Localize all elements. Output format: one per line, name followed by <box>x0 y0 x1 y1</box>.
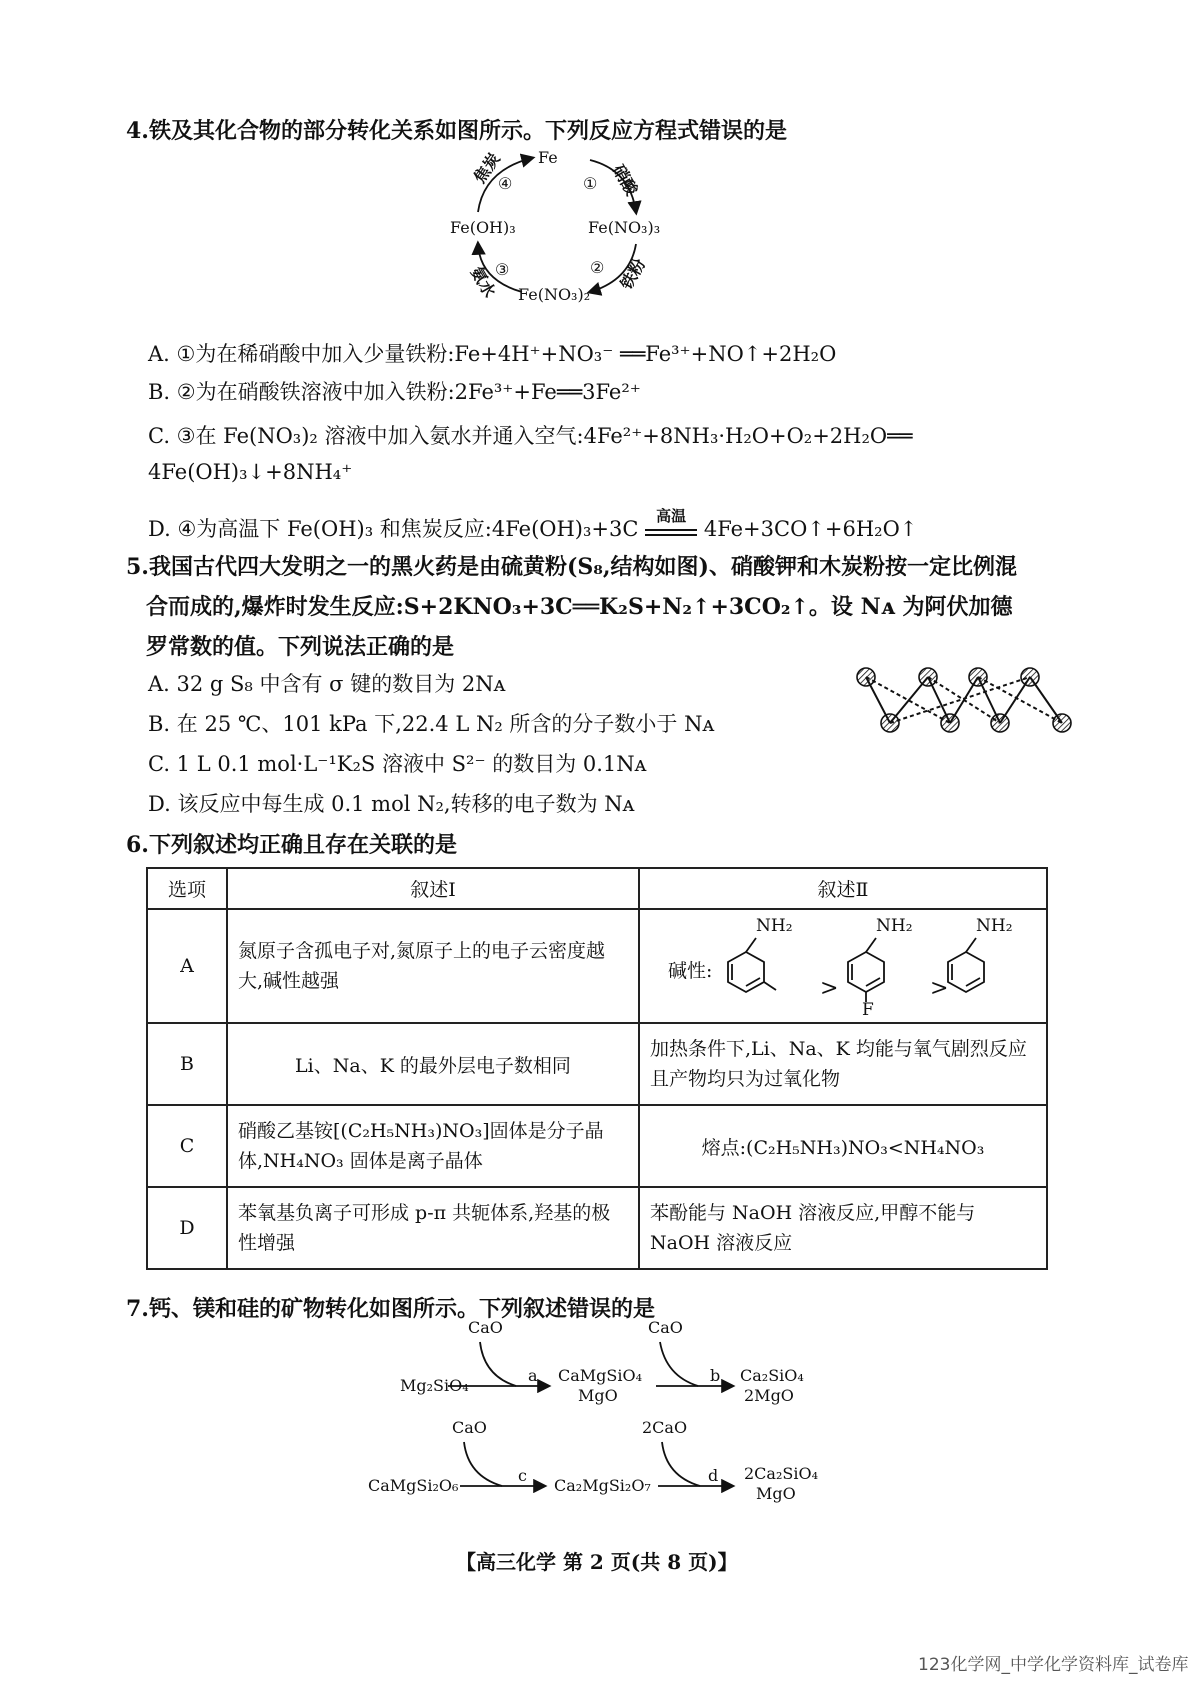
q5-stem-line2: 合而成的,爆炸时发生反应:S+2KNO₃+3C══K₂S+N₂↑+3CO₂↑。设 Nᴀ 为阿伏加德 <box>146 594 1013 620</box>
label-a: a <box>528 1366 538 1385</box>
table-header-row <box>147 868 1047 909</box>
header-statement-1: 叙述Ⅰ <box>227 868 639 909</box>
reagent-c: CaO <box>452 1418 487 1437</box>
q4-option-b: B. ②为在硝酸铁溶液中加入铁粉:2Fe³⁺+Fe══3Fe²⁺ <box>148 380 641 404</box>
q5-stem-line1: 5.我国古代四大发明之一的黑火药是由硫黄粉(S₈,结构如图)、硝酸钾和木炭粉按一定比例混 <box>126 554 1017 580</box>
r1-mid-2: MgO <box>578 1386 618 1405</box>
label-d: d <box>708 1466 719 1485</box>
s-atom <box>881 714 899 732</box>
table-row <box>147 1023 1047 1105</box>
header-statement-2: 叙述Ⅱ <box>639 868 1047 909</box>
basicity-label: 碱性: <box>668 960 713 982</box>
reagent-d: 2CaO <box>642 1418 688 1437</box>
q4-stem: 4.铁及其化合物的部分转化关系如图所示。下列反应方程式错误的是 <box>126 118 787 144</box>
nh2-label-3: NH₂ <box>976 916 1013 936</box>
row-statement-1: 氮原子含孤电子对,氮原子上的电子云密度越大,碱性越强 <box>227 909 639 1023</box>
page-footer: 【高三化学 第 2 页(共 8 页)】 <box>456 1550 738 1574</box>
node-fe: Fe <box>538 148 558 167</box>
label-num-2: ② <box>590 258 605 277</box>
r1-mid-1: CaMgSiO₄ <box>558 1366 643 1385</box>
table-row <box>147 1187 1047 1269</box>
table-row <box>147 1105 1047 1187</box>
row-statement-1: 苯氧基负离子可形成 p-π 共轭体系,羟基的极性增强 <box>227 1187 639 1269</box>
table-row <box>147 909 1047 1023</box>
node-feno33: Fe(NO₃)₃ <box>588 218 661 237</box>
label-num-1: ① <box>583 174 598 193</box>
greater-than-2: > <box>930 976 949 1001</box>
q5-stem-line3: 罗常数的值。下列说法正确的是 <box>146 634 455 660</box>
q4-option-d-pre: D. ④为高温下 Fe(OH)₃ 和焦炭反应:4Fe(OH)₃+3C <box>148 517 639 541</box>
label-1: 硝酸 <box>608 161 642 199</box>
nh2-label-1: NH₂ <box>756 916 793 936</box>
reagent-b: CaO <box>648 1318 683 1337</box>
node-feno32: Fe(NO₃)₂ <box>518 285 591 304</box>
label-3: 氨水 <box>466 263 500 301</box>
label-4: 焦炭 <box>469 149 504 187</box>
q5-option-d: D. 该反应中每生成 0.1 mol N₂,转移的电子数为 Nᴀ <box>148 792 635 816</box>
label-b: b <box>710 1366 721 1385</box>
s-atom <box>1053 714 1071 732</box>
s8-structure-diagram <box>850 665 1080 735</box>
label-num-3: ③ <box>495 260 510 279</box>
q6-stem: 6.下列叙述均正确且存在关联的是 <box>126 832 457 858</box>
node-feoh3: Fe(OH)₃ <box>450 218 516 237</box>
row-option: C <box>147 1105 227 1187</box>
q4-option-d-post: 4Fe+3CO↑+6H₂O↑ <box>703 517 918 541</box>
row-option: D <box>147 1187 227 1269</box>
row-statement-1: Li、Na、K 的最外层电子数相同 <box>227 1023 639 1105</box>
r1-end-1: Ca₂SiO₄ <box>740 1366 804 1385</box>
q4-option-d-condition: 高温 <box>656 507 687 525</box>
label-num-4: ④ <box>498 174 513 193</box>
row-option: A <box>147 909 227 1023</box>
r2-end-1: 2Ca₂SiO₄ <box>744 1464 818 1483</box>
greater-than-1: > <box>820 976 839 1001</box>
row-statement-1: 硝酸乙基铵[(C₂H₅NH₃)NO₃]固体是分子晶体,NH₄NO₃ 固体是离子晶体 <box>227 1105 639 1187</box>
q7-stem: 7.钙、镁和硅的矿物转化如图所示。下列叙述错误的是 <box>126 1296 655 1322</box>
r2-start: CaMgSi₂O₆ <box>368 1476 459 1495</box>
row-statement-2: 加热条件下,Li、Na、K 均能与氧气剧烈反应且产物均只为过氧化物 <box>639 1023 1047 1105</box>
row-statement-2: 苯酚能与 NaOH 溶液反应,甲醇不能与 NaOH 溶液反应 <box>639 1187 1047 1269</box>
watermark: 123化学网_中学化学资料库_试卷库 <box>918 1655 1189 1675</box>
q4-option-c-line2: 4Fe(OH)₃↓+8NH₄⁺ <box>148 460 353 484</box>
q4-option-a: A. ①为在稀硝酸中加入少量铁粉:Fe+4H⁺+NO₃⁻ ══Fe³⁺+NO↑+2H₂O <box>148 342 837 366</box>
r1-start: Mg₂SiO₄ <box>400 1376 469 1395</box>
q6-table <box>146 867 1048 1270</box>
r2-end-2: MgO <box>756 1484 796 1503</box>
q5-option-c: C. 1 L 0.1 mol·L⁻¹K₂S 溶液中 S²⁻ 的数目为 0.1Nᴀ <box>148 752 647 776</box>
s-atom <box>941 714 959 732</box>
q4-option-c-line1: C. ③在 Fe(NO₃)₂ 溶液中加入氨水并通入空气:4Fe²⁺+8NH₃·H₂O+O₂+2H₂O══ <box>148 424 913 448</box>
reagent-a: CaO <box>468 1318 503 1337</box>
row-option: B <box>147 1023 227 1105</box>
label-2: 铁粉 <box>616 255 650 293</box>
s-atom <box>969 668 987 686</box>
header-option: 选项 <box>147 868 227 909</box>
iron-cycle-diagram <box>440 140 700 315</box>
row-statement-2 <box>639 909 1047 1023</box>
s-atom <box>1021 668 1039 686</box>
q4-option-d <box>148 507 918 543</box>
row-statement-2: 熔点:(C₂H₅NH₃)NO₃<NH₄NO₃ <box>639 1105 1047 1187</box>
s-atom <box>857 668 875 686</box>
r2-mid: Ca₂MgSi₂O₇ <box>554 1476 651 1495</box>
label-c: c <box>518 1466 527 1485</box>
q5-option-a: A. 32 g S₈ 中含有 σ 键的数目为 2Nᴀ <box>148 672 506 696</box>
s-atom <box>919 668 937 686</box>
s-atom <box>991 714 1009 732</box>
nh2-label-2: NH₂ <box>876 916 913 936</box>
mineral-conversion-diagram <box>360 1318 840 1508</box>
q5-option-b: B. 在 25 ℃、101 kPa 下,22.4 L N₂ 所含的分子数小于 Nᴀ <box>148 712 715 736</box>
fluoro-label: F <box>862 1000 874 1020</box>
r1-end-2: 2MgO <box>744 1386 794 1405</box>
